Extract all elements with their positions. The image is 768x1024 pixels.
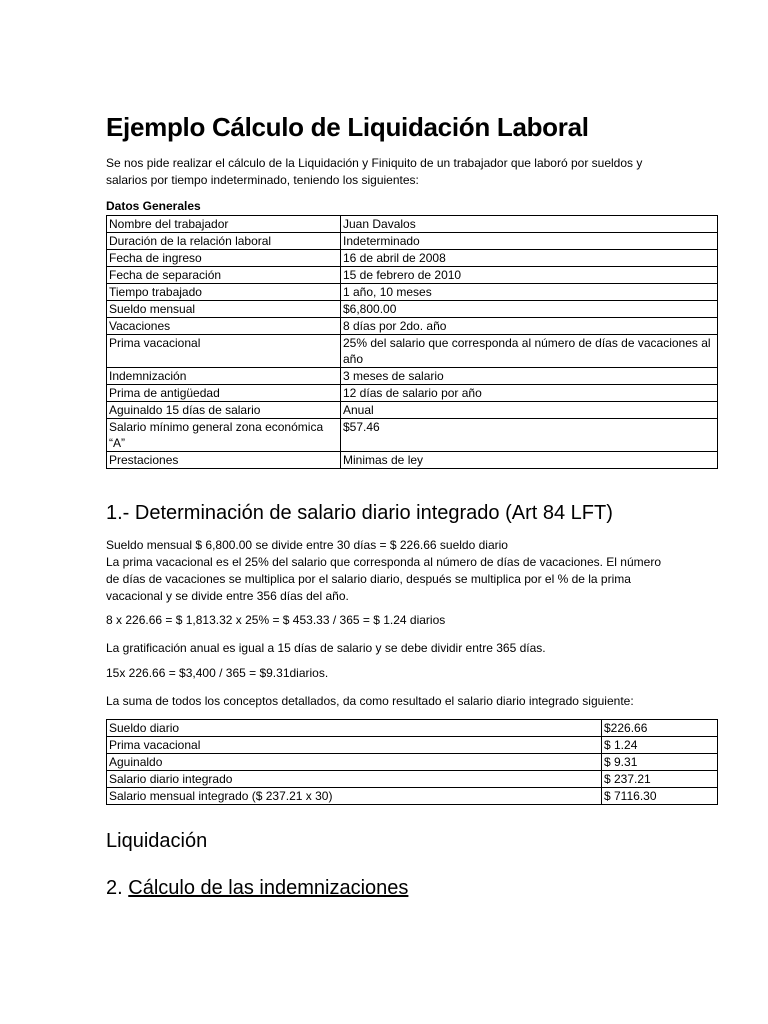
datos-row bbox=[107, 402, 718, 419]
row-value: Anual bbox=[341, 402, 718, 419]
row-label: Prima de antigüedad bbox=[107, 385, 341, 402]
salario-integrado-table bbox=[106, 719, 718, 805]
row-label: Duración de la relación laboral bbox=[107, 233, 341, 250]
section2-title: Cálculo de las indemnizaciones bbox=[128, 877, 409, 899]
section1-paragraph bbox=[106, 537, 666, 605]
row-value: 12 días de salario por año bbox=[341, 385, 718, 402]
section2-heading bbox=[106, 877, 408, 900]
row-value: $ 9.31 bbox=[602, 754, 718, 771]
row-value: 15 de febrero de 2010 bbox=[341, 267, 718, 284]
row-value: $ 7116.30 bbox=[602, 788, 718, 805]
row-label: Sueldo diario bbox=[107, 720, 602, 737]
gratificacion-paragraph: La gratificación anual es igual a 15 días de salario y se debe dividir entre 365 días. bbox=[106, 641, 546, 655]
row-label: Indemnización bbox=[107, 368, 341, 385]
sueldo-diario-line: Sueldo mensual $ 6,800.00 se divide entre 30 días = $ 226.66 sueldo diario bbox=[106, 538, 508, 552]
row-label: Sueldo mensual bbox=[107, 301, 341, 318]
page-title: Ejemplo Cálculo de Liquidación Laboral bbox=[106, 112, 589, 142]
row-label: Aguinaldo 15 días de salario bbox=[107, 402, 341, 419]
row-label: Tiempo trabajado bbox=[107, 284, 341, 301]
prima-formula: 8 x 226.66 = $ 1,813.32 x 25% = $ 453.33 / 365 = $ 1.24 diarios bbox=[106, 613, 446, 627]
datos-row bbox=[107, 284, 718, 301]
row-value: Juan Davalos bbox=[341, 216, 718, 233]
row-value: $226.66 bbox=[602, 720, 718, 737]
datos-row bbox=[107, 267, 718, 284]
row-label: Prima vacacional bbox=[107, 737, 602, 754]
datos-generales-table bbox=[106, 215, 718, 469]
salario-row bbox=[107, 737, 718, 754]
datos-row bbox=[107, 318, 718, 335]
datos-row bbox=[107, 216, 718, 233]
section2-number: 2. bbox=[106, 877, 123, 899]
datos-generales-heading: Datos Generales bbox=[106, 199, 201, 213]
row-label: Salario diario integrado bbox=[107, 771, 602, 788]
row-value: 8 días por 2do. año bbox=[341, 318, 718, 335]
suma-paragraph: La suma de todos los conceptos detallados, da como resultado el salario diario integrado siguiente: bbox=[106, 694, 634, 708]
datos-row bbox=[107, 368, 718, 385]
row-value: $ 237.21 bbox=[602, 771, 718, 788]
datos-row bbox=[107, 385, 718, 402]
aguinaldo-formula: 15x 226.66 = $3,400 / 365 = $9.31diarios. bbox=[106, 666, 329, 680]
datos-row bbox=[107, 419, 718, 452]
liquidacion-heading: Liquidación bbox=[106, 830, 208, 852]
row-value: $6,800.00 bbox=[341, 301, 718, 318]
datos-row bbox=[107, 301, 718, 318]
salario-row bbox=[107, 754, 718, 771]
row-label: Salario mensual integrado ($ 237.21 x 30) bbox=[107, 788, 602, 805]
row-value: 16 de abril de 2008 bbox=[341, 250, 718, 267]
datos-row bbox=[107, 250, 718, 267]
datos-row bbox=[107, 335, 718, 368]
datos-row bbox=[107, 233, 718, 250]
row-label: Aguinaldo bbox=[107, 754, 602, 771]
section1-heading: 1.- Determinación de salario diario integrado (Art 84 LFT) bbox=[106, 502, 613, 524]
row-value: $ 1.24 bbox=[602, 737, 718, 754]
row-value: 1 año, 10 meses bbox=[341, 284, 718, 301]
row-label: Nombre del trabajador bbox=[107, 216, 341, 233]
datos-row bbox=[107, 452, 718, 469]
row-value: Minimas de ley bbox=[341, 452, 718, 469]
row-label: Vacaciones bbox=[107, 318, 341, 335]
row-label: Salario mínimo general zona económica “A” bbox=[107, 419, 341, 452]
row-label: Prestaciones bbox=[107, 452, 341, 469]
salario-row bbox=[107, 720, 718, 737]
salario-row bbox=[107, 788, 718, 805]
row-value: 25% del salario que corresponda al número de días de vacaciones al año bbox=[341, 335, 718, 368]
row-value: 3 meses de salario bbox=[341, 368, 718, 385]
row-value: Indeterminado bbox=[341, 233, 718, 250]
row-value: $57.46 bbox=[341, 419, 718, 452]
salario-row bbox=[107, 771, 718, 788]
row-label: Fecha de ingreso bbox=[107, 250, 341, 267]
intro-paragraph: Se nos pide realizar el cálculo de la Liquidación y Finiquito de un trabajador que laboró por sueldos y salarios por tiempo indeterminado, teniendo los siguientes: bbox=[106, 156, 643, 187]
row-label: Prima vacacional bbox=[107, 335, 341, 368]
prima-vacacional-explanation: La prima vacacional es el 25% del salario que corresponda al número de días de vacaciones. El número de días de vacaciones se multiplica por el salario diario, después se multiplica por el % de la prima vacacional y se divide entre 356 días del año. bbox=[106, 555, 661, 603]
row-label: Fecha de separación bbox=[107, 267, 341, 284]
